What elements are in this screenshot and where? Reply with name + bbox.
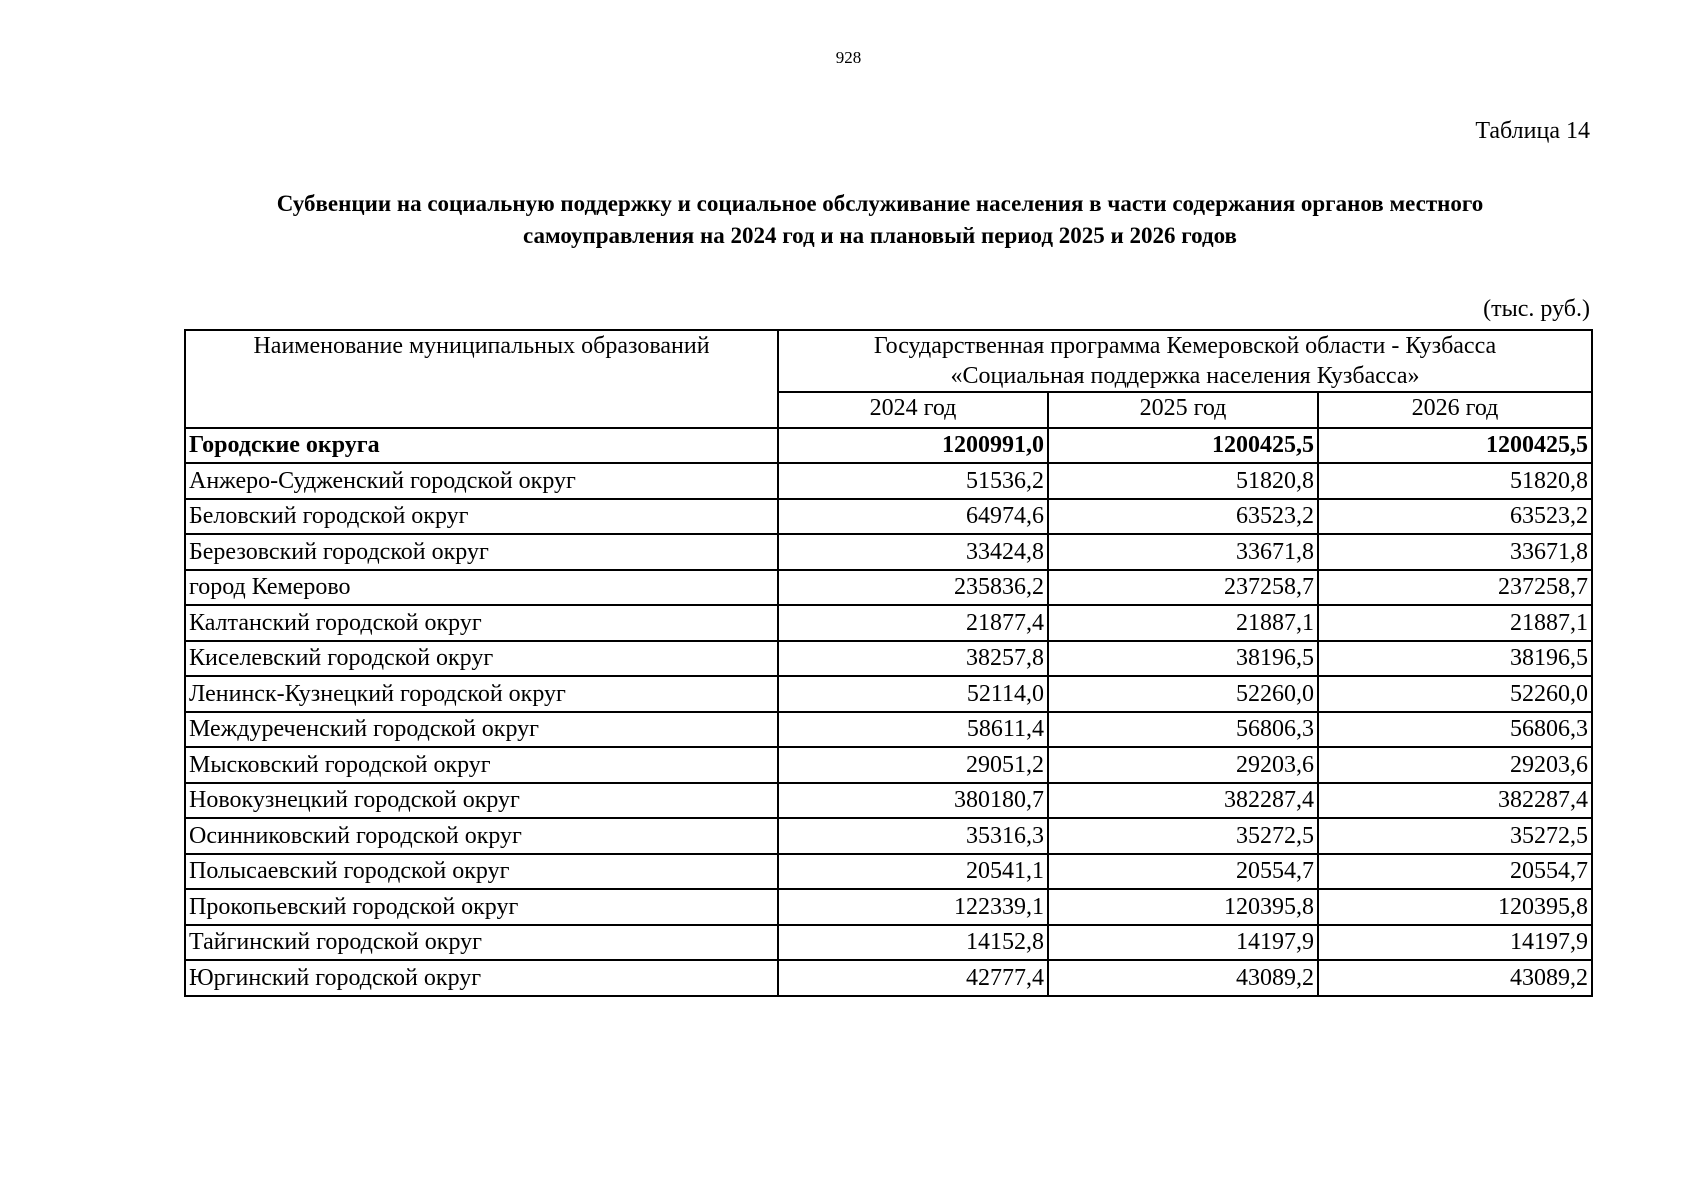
municipality-name: Прокопьевский городской округ <box>185 889 778 925</box>
municipality-name: Осинниковский городской округ <box>185 818 778 854</box>
value-2024: 235836,2 <box>778 570 1048 606</box>
table-row <box>185 854 1592 890</box>
table-row <box>185 783 1592 819</box>
total-value-2024: 1200991,0 <box>778 428 1048 464</box>
document-title-line-2: самоуправления на 2024 год и на плановый период 2025 и 2026 годов <box>523 223 1237 248</box>
value-2024: 122339,1 <box>778 889 1048 925</box>
municipality-name: город Кемерово <box>185 570 778 606</box>
value-2025: 33671,8 <box>1048 534 1318 570</box>
value-2025: 29203,6 <box>1048 747 1318 783</box>
value-2024: 52114,0 <box>778 676 1048 712</box>
value-2026: 43089,2 <box>1318 960 1592 996</box>
table-header <box>185 330 1592 428</box>
value-2026: 237258,7 <box>1318 570 1592 606</box>
value-2024: 29051,2 <box>778 747 1048 783</box>
value-2026: 51820,8 <box>1318 463 1592 499</box>
municipality-name: Беловский городской округ <box>185 499 778 535</box>
total-row <box>185 428 1592 464</box>
table-row <box>185 605 1592 641</box>
value-2026: 38196,5 <box>1318 641 1592 677</box>
value-2025: 51820,8 <box>1048 463 1318 499</box>
table-row <box>185 570 1592 606</box>
municipality-name: Калтанский городской округ <box>185 605 778 641</box>
municipality-name: Ленинск-Кузнецкий городской округ <box>185 676 778 712</box>
table-row <box>185 641 1592 677</box>
municipality-name: Березовский городской округ <box>185 534 778 570</box>
value-2024: 64974,6 <box>778 499 1048 535</box>
table-row <box>185 534 1592 570</box>
table-row <box>185 889 1592 925</box>
value-2026: 56806,3 <box>1318 712 1592 748</box>
table-row <box>185 960 1592 996</box>
total-value-2025: 1200425,5 <box>1048 428 1318 464</box>
value-2025: 21887,1 <box>1048 605 1318 641</box>
value-2024: 58611,4 <box>778 712 1048 748</box>
table-row <box>185 747 1592 783</box>
header-year-2025: 2025 год <box>1048 392 1318 428</box>
municipality-name: Тайгинский городской округ <box>185 925 778 961</box>
municipality-name: Юргинский городской округ <box>185 960 778 996</box>
value-2026: 120395,8 <box>1318 889 1592 925</box>
value-2024: 38257,8 <box>778 641 1048 677</box>
value-2026: 20554,7 <box>1318 854 1592 890</box>
value-2026: 382287,4 <box>1318 783 1592 819</box>
value-2025: 63523,2 <box>1048 499 1318 535</box>
value-2025: 120395,8 <box>1048 889 1318 925</box>
value-2026: 52260,0 <box>1318 676 1592 712</box>
total-name: Городские округа <box>185 428 778 464</box>
table-body <box>185 428 1592 996</box>
header-program-line-2: «Социальная поддержка населения Кузбасса» <box>950 363 1420 389</box>
value-2024: 33424,8 <box>778 534 1048 570</box>
header-row-1 <box>185 330 1592 392</box>
table-label: Таблица 14 <box>1475 118 1590 144</box>
total-value-2026: 1200425,5 <box>1318 428 1592 464</box>
value-2024: 20541,1 <box>778 854 1048 890</box>
table-row <box>185 499 1592 535</box>
municipality-name: Новокузнецкий городской округ <box>185 783 778 819</box>
value-2025: 38196,5 <box>1048 641 1318 677</box>
value-2025: 43089,2 <box>1048 960 1318 996</box>
value-2024: 380180,7 <box>778 783 1048 819</box>
value-2026: 21887,1 <box>1318 605 1592 641</box>
value-2024: 35316,3 <box>778 818 1048 854</box>
value-2025: 52260,0 <box>1048 676 1318 712</box>
value-2026: 29203,6 <box>1318 747 1592 783</box>
value-2024: 51536,2 <box>778 463 1048 499</box>
value-2025: 20554,7 <box>1048 854 1318 890</box>
value-2025: 237258,7 <box>1048 570 1318 606</box>
municipality-name: Киселевский городской округ <box>185 641 778 677</box>
table-row <box>185 818 1592 854</box>
municipality-name: Анжеро-Судженский городской округ <box>185 463 778 499</box>
header-program <box>778 330 1592 392</box>
value-2024: 21877,4 <box>778 605 1048 641</box>
document-title <box>150 188 1610 252</box>
table-row <box>185 676 1592 712</box>
value-2025: 56806,3 <box>1048 712 1318 748</box>
units-label: (тыс. руб.) <box>1483 296 1590 322</box>
value-2026: 63523,2 <box>1318 499 1592 535</box>
municipality-name: Междуреченский городской округ <box>185 712 778 748</box>
value-2026: 33671,8 <box>1318 534 1592 570</box>
value-2025: 35272,5 <box>1048 818 1318 854</box>
table-row <box>185 712 1592 748</box>
value-2025: 14197,9 <box>1048 925 1318 961</box>
value-2026: 14197,9 <box>1318 925 1592 961</box>
table-row <box>185 925 1592 961</box>
subventions-table <box>184 329 1593 997</box>
page-number: 928 <box>835 48 862 67</box>
document-title-line-1: Субвенции на социальную поддержку и социальное обслуживание населения в части содержания органов местного <box>276 191 1484 216</box>
header-year-2024: 2024 год <box>778 392 1048 428</box>
header-program-line-1: Государственная программа Кемеровской области - Кузбасса <box>873 333 1497 359</box>
value-2025: 382287,4 <box>1048 783 1318 819</box>
municipality-name: Полысаевский городской округ <box>185 854 778 890</box>
value-2024: 14152,8 <box>778 925 1048 961</box>
municipality-name: Мысковский городской округ <box>185 747 778 783</box>
value-2026: 35272,5 <box>1318 818 1592 854</box>
header-year-2026: 2026 год <box>1318 392 1592 428</box>
header-municipality: Наименование муниципальных образований <box>185 330 778 428</box>
value-2024: 42777,4 <box>778 960 1048 996</box>
table-row <box>185 463 1592 499</box>
